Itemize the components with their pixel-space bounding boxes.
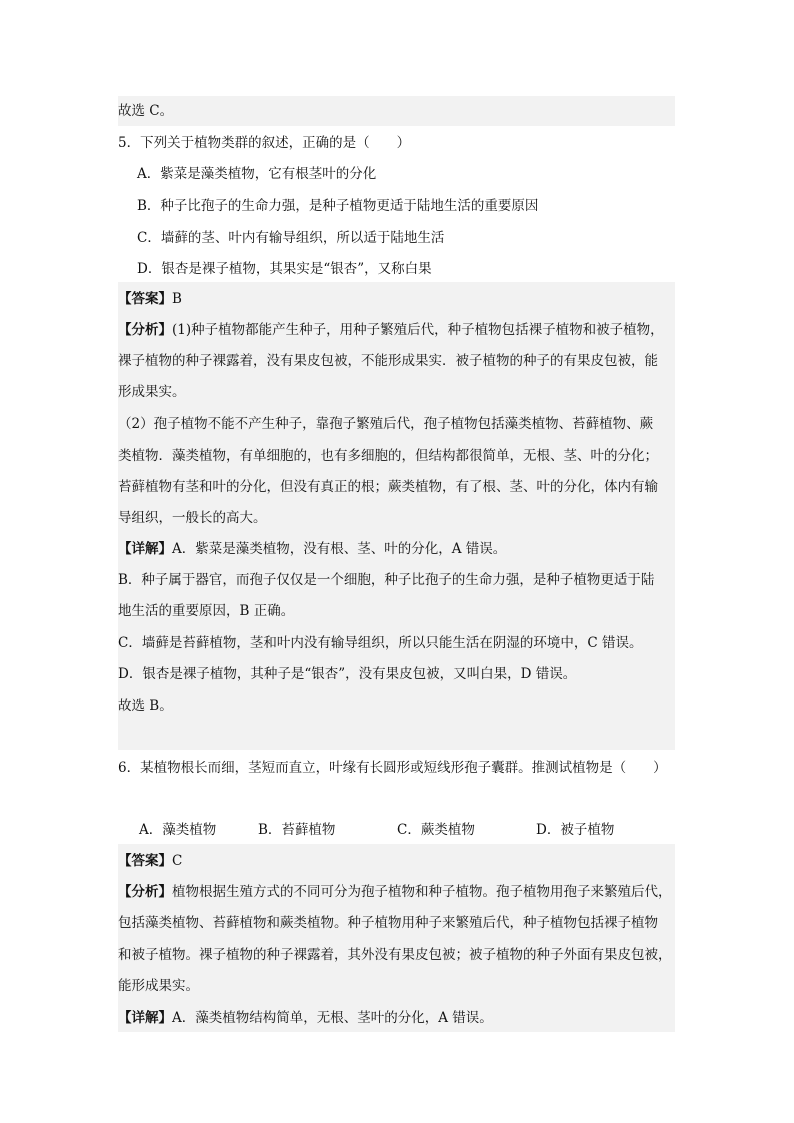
q5-detail-line: 【详解】A．紫菜是藻类植物，没有根、茎、叶的分化，A 错误。 bbox=[118, 541, 507, 557]
q5-detail-line: C．墙藓是苔藓植物，茎和叶内没有输导组织，所以只能生活在阴湿的环境中，C 错误。 bbox=[118, 635, 643, 651]
q5-detail-line: D．银杏是裸子植物，其种子是“银杏”，没有果皮包被，又叫白果，D 错误。 bbox=[118, 666, 577, 682]
q6-option-a: A．藻类植物 bbox=[139, 822, 217, 838]
detail-label: 【详解】 bbox=[118, 1010, 172, 1026]
q6-option-c: C．蕨类植物 bbox=[397, 822, 475, 838]
q5-answer bbox=[118, 289, 182, 309]
prev-answer-shade bbox=[118, 96, 675, 126]
analysis-label: 【分析】 bbox=[118, 884, 172, 900]
q5-analysis-line: 导组织，一般长的高大。 bbox=[118, 510, 267, 526]
answer-label: 【答案】 bbox=[118, 853, 172, 869]
q5-option-c: C．墙藓的茎、叶内有输导组织，所以适于陆地生活 bbox=[137, 230, 445, 246]
answer-value: B bbox=[172, 291, 182, 307]
q5-analysis-line: 裸子植物的种子裸露着，没有果皮包被，不能形成果实．被子植物的种子的有果皮包被，能 bbox=[118, 353, 658, 369]
q6-stem: 6．某植物根长而细，茎短而直立，叶缘有长圆形或短线形孢子囊群。推测试植物是（ ） bbox=[118, 760, 667, 776]
q5-conclusion: 故选 B。 bbox=[118, 698, 173, 714]
q5-detail-line: 地生活的重要原因，B 正确。 bbox=[118, 603, 295, 619]
q5-analysis-line: （2）孢子植物不能不产生种子，靠孢子繁殖后代，孢子植物包括藻类植物、苔藓植物、蕨 bbox=[118, 416, 654, 432]
q5-analysis-line: 苔藓植物有茎和叶的分化，但没有真正的根；蕨类植物，有了根、茎、叶的分化，体内有输 bbox=[118, 479, 658, 495]
q6-analysis-line: 能形成果实。 bbox=[118, 978, 199, 994]
answer-value: C bbox=[172, 853, 183, 869]
q5-detail-line: B．种子属于器官，而孢子仅仅是一个细胞，种子比孢子的生命力强，是种子植物更适于陆 bbox=[118, 572, 655, 588]
q5-analysis-line: 类植物．藻类植物，有单细胞的，也有多细胞的，但结构都很简单，无根、茎、叶的分化； bbox=[118, 448, 658, 464]
prev-conclusion: 故选 C。 bbox=[118, 103, 174, 119]
q5-option-b: B．种子比孢子的生命力强，是种子植物更适于陆地生活的重要原因 bbox=[137, 198, 539, 214]
q6-option-d: D．被子植物 bbox=[536, 822, 615, 838]
q5-option-d: D．银杏是裸子植物，其果实是“银杏”，又称白果 bbox=[137, 261, 432, 277]
q6-analysis-line: 【分析】植物根据生殖方式的不同可分为孢子植物和种子植物。孢子植物用孢子来繁殖后代， bbox=[118, 884, 672, 900]
q5-option-a: A．紫菜是藻类植物，它有根茎叶的分化 bbox=[137, 166, 377, 182]
detail-label: 【详解】 bbox=[118, 541, 172, 557]
q6-analysis-line: 和被子植物。裸子植物的种子裸露着，其外没有果皮包被；被子植物的种子外面有果皮包被， bbox=[118, 947, 672, 963]
q5-stem: 5．下列关于植物类群的叙述，正确的是（ ） bbox=[118, 135, 411, 151]
q5-analysis-line: 形成果实。 bbox=[118, 384, 186, 400]
answer-label: 【答案】 bbox=[118, 291, 172, 307]
q6-answer bbox=[118, 851, 182, 871]
q6-detail-line: 【详解】A．藻类植物结构简单，无根、茎叶的分化，A 错误。 bbox=[118, 1010, 493, 1026]
q6-option-b: B．苔藓植物 bbox=[258, 822, 336, 838]
q6-solution-shade bbox=[118, 844, 675, 1032]
q5-analysis-line: 【分析】(1)种子植物都能产生种子，用种子繁殖后代，种子植物包括裸子植物和被子植物， bbox=[118, 322, 664, 338]
analysis-label: 【分析】 bbox=[118, 322, 172, 338]
q6-analysis-line: 包括藻类植物、苔藓植物和蕨类植物。种子植物用种子来繁殖后代，种子植物包括裸子植物 bbox=[118, 915, 658, 931]
